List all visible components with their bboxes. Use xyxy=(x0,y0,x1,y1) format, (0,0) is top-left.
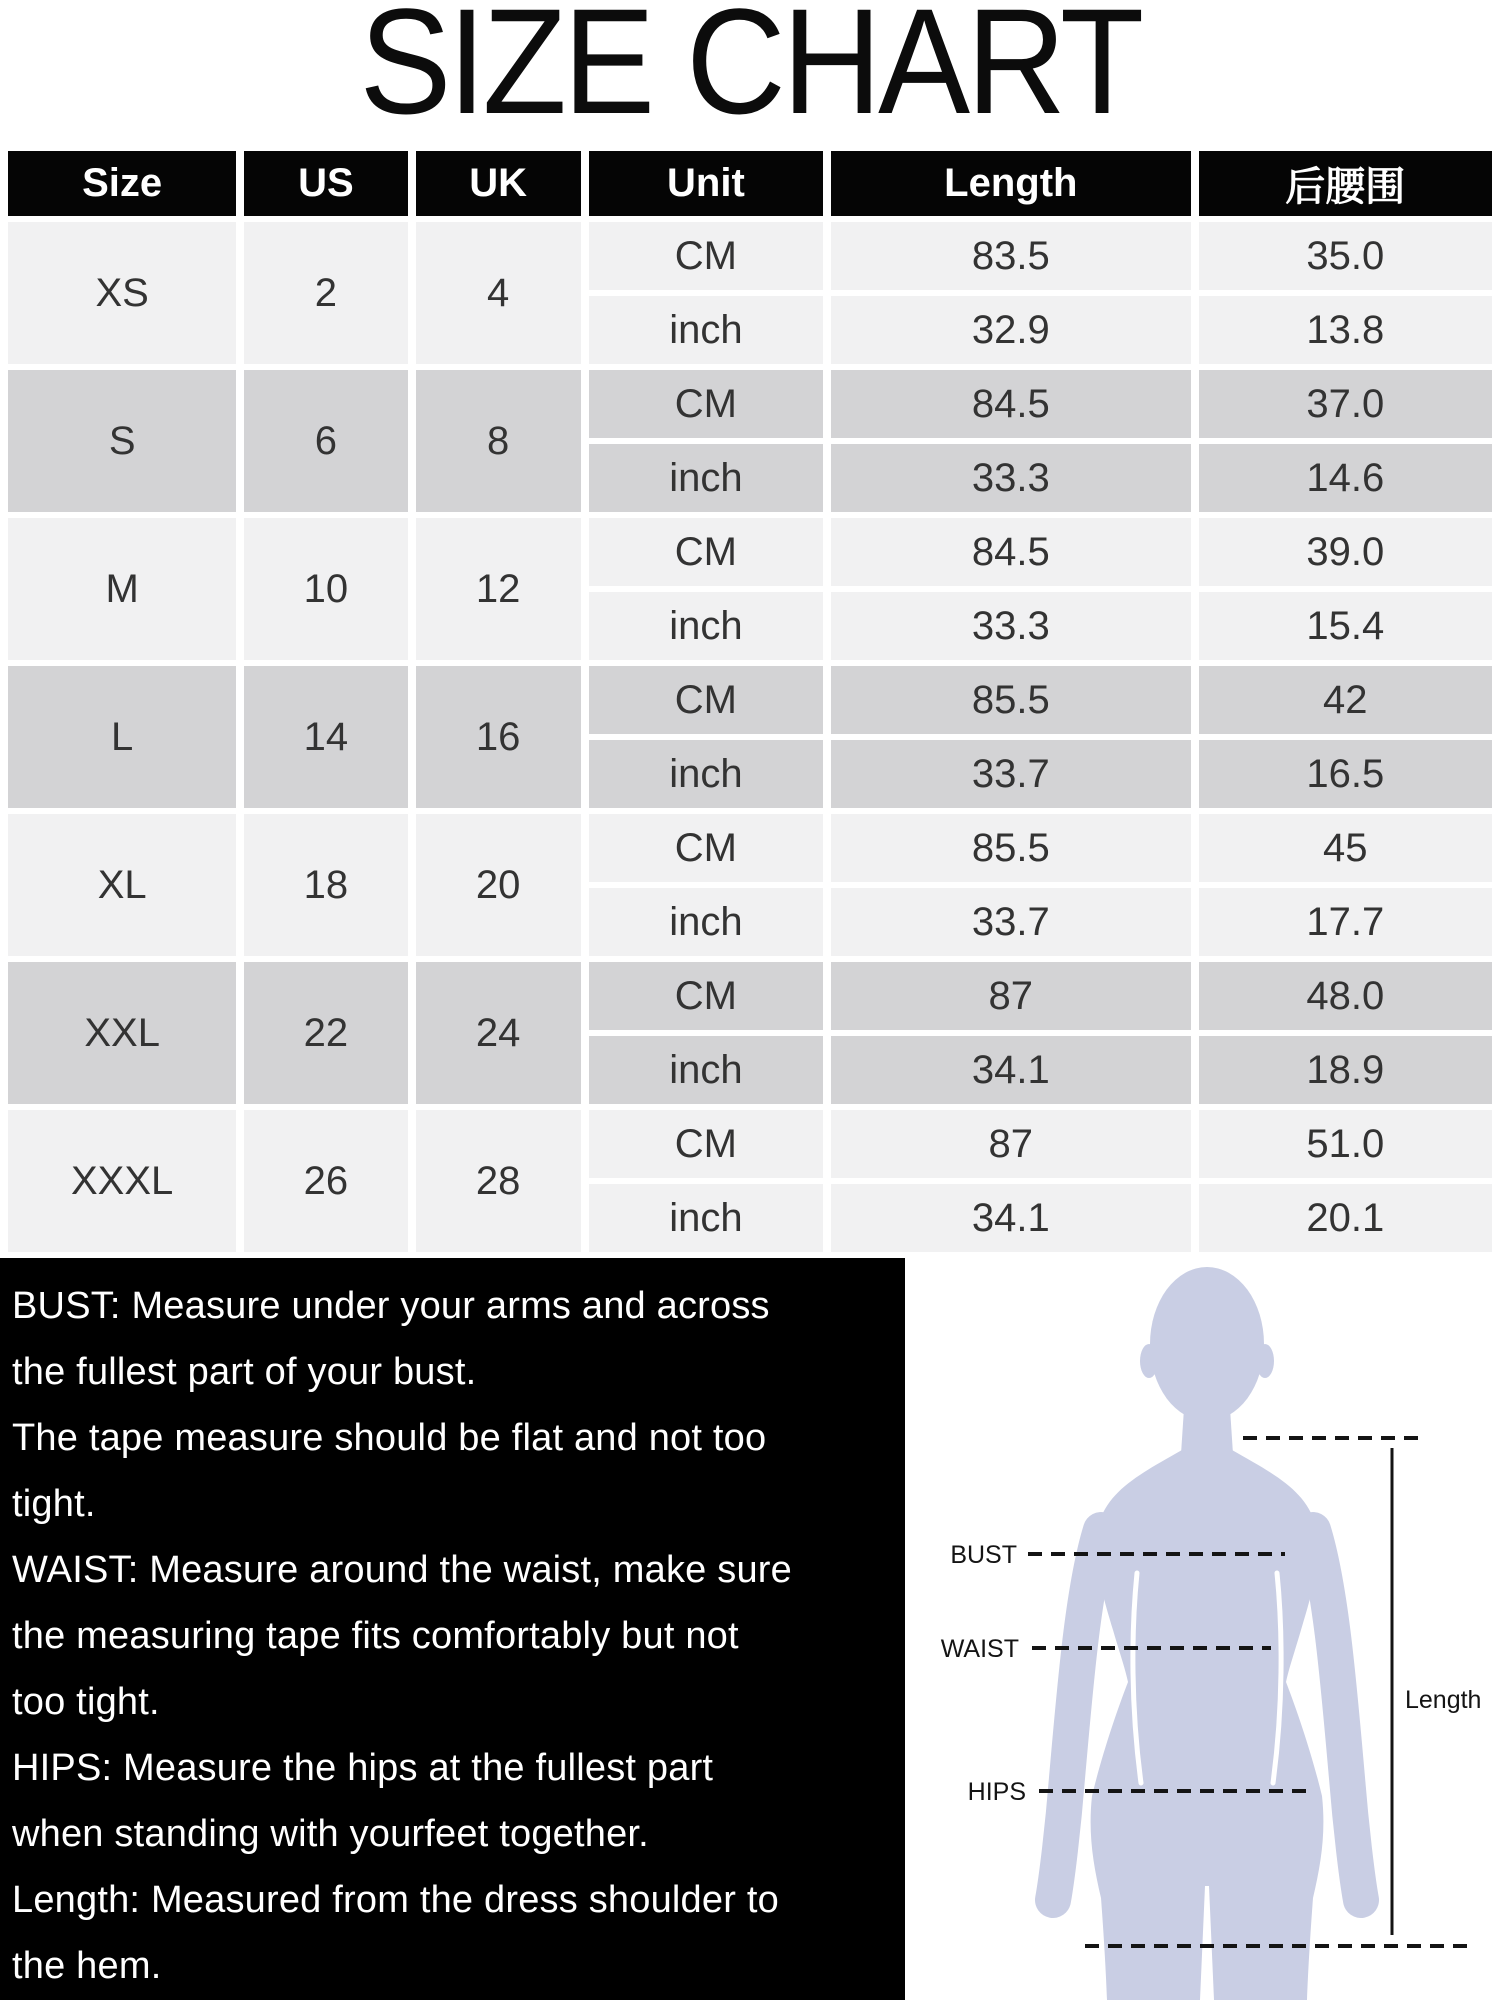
table-row xyxy=(8,1110,1492,1178)
uk-cell: 20 xyxy=(416,814,581,956)
instruction-line: BUST: Measure under your arms and across xyxy=(12,1285,770,1327)
instruction-line: HIPS: Measure the hips at the fullest part xyxy=(12,1747,714,1789)
back-waist-cell: 18.9 xyxy=(1199,1036,1492,1104)
unit-cell: inch xyxy=(589,888,823,956)
size-table xyxy=(0,145,1500,1258)
length-cell: 33.3 xyxy=(831,444,1190,512)
header-back-waist: 后腰围 xyxy=(1199,151,1492,216)
instruction-line: tight. xyxy=(12,1483,96,1525)
header-unit: Unit xyxy=(589,151,823,216)
instruction-line: The tape measure should be flat and not too xyxy=(12,1417,767,1459)
page-title: SIZE CHART xyxy=(359,0,1141,145)
unit-cell: CM xyxy=(589,370,823,438)
us-cell: 18 xyxy=(244,814,407,956)
back-waist-cell: 45 xyxy=(1199,814,1492,882)
length-cell: 87 xyxy=(831,1110,1190,1178)
size-cell: XL xyxy=(8,814,236,956)
uk-cell: 28 xyxy=(416,1110,581,1252)
unit-cell: CM xyxy=(589,666,823,734)
back-waist-cell: 14.6 xyxy=(1199,444,1492,512)
us-cell: 2 xyxy=(244,222,407,364)
us-cell: 26 xyxy=(244,1110,407,1252)
instruction-line: the hem. xyxy=(12,1945,162,1987)
us-cell: 22 xyxy=(244,962,407,1104)
back-waist-cell: 39.0 xyxy=(1199,518,1492,586)
us-cell: 6 xyxy=(244,370,407,512)
unit-cell: inch xyxy=(589,1184,823,1252)
back-waist-cell: 17.7 xyxy=(1199,888,1492,956)
length-cell: 33.7 xyxy=(831,740,1190,808)
measurement-instructions-panel xyxy=(0,1258,905,2000)
length-cell: 84.5 xyxy=(831,518,1190,586)
unit-cell: CM xyxy=(589,518,823,586)
back-waist-cell: 13.8 xyxy=(1199,296,1492,364)
table-row xyxy=(8,222,1492,290)
length-cell: 87 xyxy=(831,962,1190,1030)
unit-cell: CM xyxy=(589,1110,823,1178)
length-cell: 32.9 xyxy=(831,296,1190,364)
length-cell: 83.5 xyxy=(831,222,1190,290)
back-waist-cell: 16.5 xyxy=(1199,740,1492,808)
instruction-line: when standing with yourfeet together. xyxy=(12,1813,649,1855)
size-cell: XXXL xyxy=(8,1110,236,1252)
unit-cell: inch xyxy=(589,296,823,364)
back-waist-cell: 37.0 xyxy=(1199,370,1492,438)
length-cell: 85.5 xyxy=(831,666,1190,734)
table-row xyxy=(8,518,1492,586)
table-row xyxy=(8,962,1492,1030)
table-row xyxy=(8,370,1492,438)
instruction-line: the fullest part of your bust. xyxy=(12,1351,477,1393)
length-cell: 33.3 xyxy=(831,592,1190,660)
unit-cell: inch xyxy=(589,1036,823,1104)
size-cell: L xyxy=(8,666,236,808)
hips-label: HIPS xyxy=(967,1778,1026,1806)
back-waist-cell: 15.4 xyxy=(1199,592,1492,660)
uk-cell: 12 xyxy=(416,518,581,660)
length-cell: 85.5 xyxy=(831,814,1190,882)
body-diagram-canvas xyxy=(905,1258,1500,2000)
length-cell: 33.7 xyxy=(831,888,1190,956)
table-row xyxy=(8,814,1492,882)
length-label: Length xyxy=(1405,1686,1482,1714)
size-cell: XXL xyxy=(8,962,236,1104)
table-row xyxy=(8,666,1492,734)
uk-cell: 16 xyxy=(416,666,581,808)
back-waist-cell: 51.0 xyxy=(1199,1110,1492,1178)
us-cell: 10 xyxy=(244,518,407,660)
size-cell: S xyxy=(8,370,236,512)
instruction-line: Length: Measured from the dress shoulder to xyxy=(12,1879,779,1921)
size-cell: M xyxy=(8,518,236,660)
table-header-row xyxy=(8,151,1492,216)
us-cell: 14 xyxy=(244,666,407,808)
header-us: US xyxy=(244,151,407,216)
unit-cell: inch xyxy=(589,740,823,808)
back-waist-cell: 35.0 xyxy=(1199,222,1492,290)
uk-cell: 8 xyxy=(416,370,581,512)
unit-cell: inch xyxy=(589,592,823,660)
length-cell: 84.5 xyxy=(831,370,1190,438)
body-silhouette xyxy=(1053,1267,1361,2000)
unit-cell: CM xyxy=(589,814,823,882)
uk-cell: 24 xyxy=(416,962,581,1104)
back-waist-cell: 42 xyxy=(1199,666,1492,734)
unit-cell: CM xyxy=(589,962,823,1030)
waist-label: WAIST xyxy=(940,1635,1019,1663)
length-cell: 34.1 xyxy=(831,1184,1190,1252)
header-size: Size xyxy=(8,151,236,216)
instruction-line: the measuring tape fits comfortably but not xyxy=(12,1615,739,1657)
size-cell: XS xyxy=(8,222,236,364)
length-cell: 34.1 xyxy=(831,1036,1190,1104)
back-waist-cell: 20.1 xyxy=(1199,1184,1492,1252)
instruction-line: too tight. xyxy=(12,1681,160,1723)
bust-label: BUST xyxy=(950,1541,1017,1569)
unit-cell: CM xyxy=(589,222,823,290)
uk-cell: 4 xyxy=(416,222,581,364)
instruction-line: WAIST: Measure around the waist, make sure xyxy=(12,1549,792,1591)
unit-cell: inch xyxy=(589,444,823,512)
back-waist-cell: 48.0 xyxy=(1199,962,1492,1030)
header-length: Length xyxy=(831,151,1190,216)
body-measurement-diagram xyxy=(905,1258,1500,2000)
header-uk: UK xyxy=(416,151,581,216)
